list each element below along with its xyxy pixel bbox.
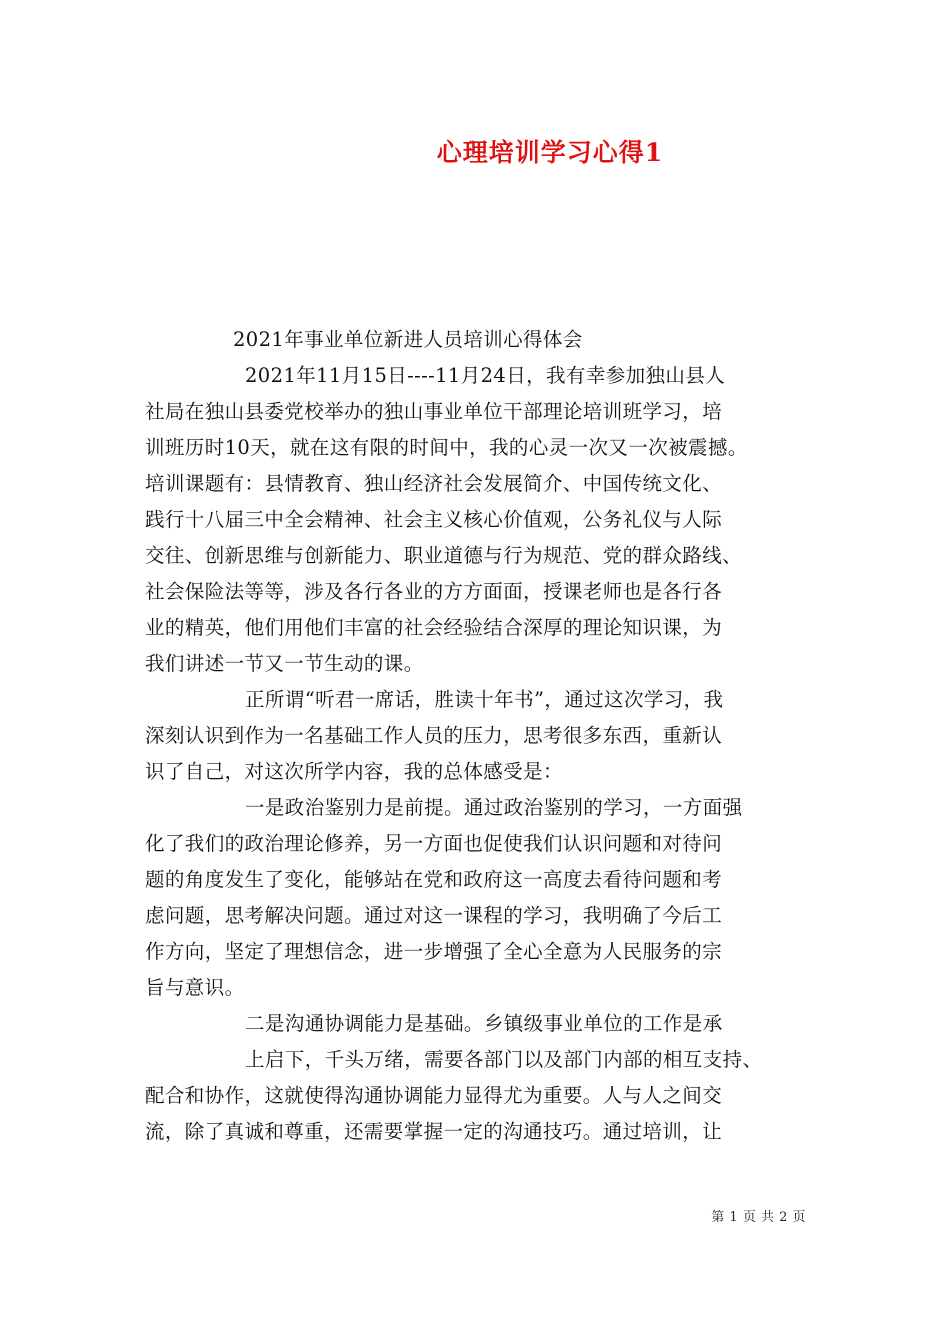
body-line: 二是沟通协调能力是基础。乡镇级事业单位的工作是承 bbox=[245, 1012, 723, 1035]
body-line: 2021年11月15日----11月24日，我有幸参加独山县人 bbox=[245, 364, 726, 387]
body-line: 我们讲述一节又一节生动的课。 bbox=[145, 652, 424, 675]
body-line: 践行十八届三中全会精神、社会主义核心价值观，公务礼仪与人际 bbox=[145, 508, 723, 531]
body-line: 配合和协作，这就使得沟通协调能力显得尤为重要。人与人之间交 bbox=[145, 1084, 723, 1107]
body-line: 识了自己，对这次所学内容，我的总体感受是： bbox=[145, 760, 563, 783]
body-line: 上启下，千头万绪，需要各部门以及部门内部的相互支持、 bbox=[245, 1048, 763, 1071]
document-title: 心理培训学习心得1 bbox=[436, 138, 664, 167]
body-line: 培训课题有：县情教育、独山经济社会发展简介、中国传统文化、 bbox=[145, 472, 723, 495]
body-line: 深刻认识到作为一名基础工作人员的压力，思考很多东西，重新认 bbox=[145, 724, 723, 747]
body-line: 作方向，坚定了理想信念，进一步增强了全心全意为人民服务的宗 bbox=[145, 940, 723, 963]
document-body bbox=[145, 322, 825, 1150]
body-line: 训班历时10天，就在这有限的时间中，我的心灵一次又一次被震撼。 bbox=[145, 436, 748, 459]
body-line: 2021年事业单位新进人员培训心得体会 bbox=[233, 328, 583, 351]
body-line: 旨与意识。 bbox=[145, 976, 245, 999]
body-line: 虑问题，思考解决问题。通过对这一课程的学习，我明确了今后工 bbox=[145, 904, 723, 927]
body-line: 交往、创新思维与创新能力、职业道德与行为规范、党的群众路线、 bbox=[145, 544, 743, 567]
body-line: 流，除了真诚和尊重，还需要掌握一定的沟通技巧。通过培训，让 bbox=[145, 1120, 723, 1143]
body-line: 业的精英，他们用他们丰富的社会经验结合深厚的理论知识课，为 bbox=[145, 616, 723, 639]
body-line: 社局在独山县委党校举办的独山事业单位干部理论培训班学习，培 bbox=[145, 400, 723, 423]
body-line: 题的角度发生了变化，能够站在党和政府这一高度去看待问题和考 bbox=[145, 868, 723, 891]
body-line: 社会保险法等等，涉及各行各业的方方面面，授课老师也是各行各 bbox=[145, 580, 723, 603]
body-line: 化了我们的政治理论修养，另一方面也促使我们认识问题和对待问 bbox=[145, 832, 723, 855]
body-line: 正所谓“听君一席话，胜读十年书”，通过这次学习，我 bbox=[245, 688, 724, 711]
page-footer: 第 1 页 共 2 页 bbox=[711, 1210, 806, 1225]
body-line: 一是政治鉴别力是前提。通过政治鉴别的学习，一方面强 bbox=[245, 796, 743, 819]
